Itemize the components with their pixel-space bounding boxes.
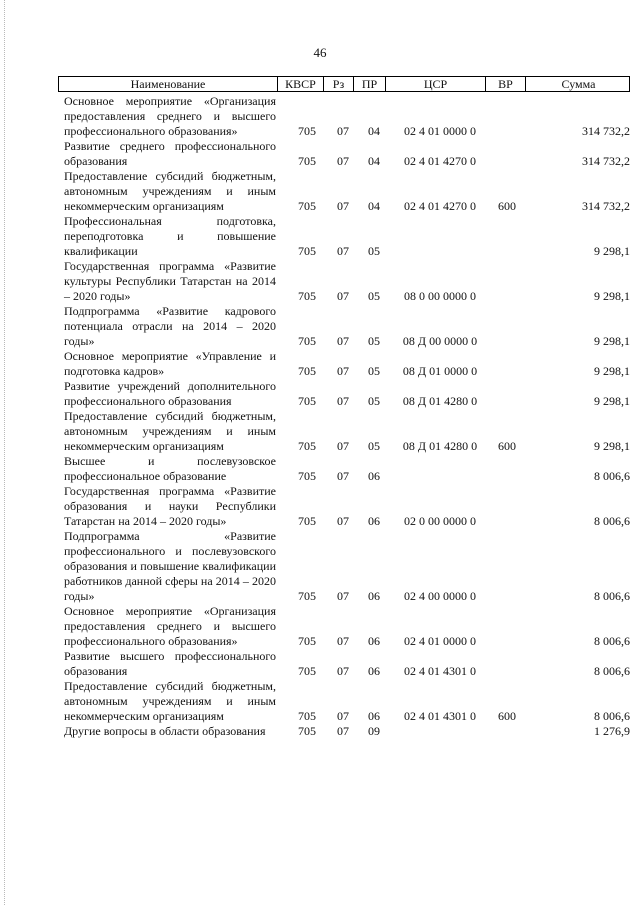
- row-sum: 314 732,2: [582, 154, 630, 168]
- row-name: Подпрограмма «Развитие кадрового потенциала отрасли на 2014 – 2020 годы»: [64, 304, 276, 348]
- row-pr: 06: [368, 664, 380, 678]
- row-rz: 07: [337, 724, 349, 738]
- table-row: [64, 409, 630, 454]
- row-rz: 07: [337, 664, 349, 678]
- row-rz: 07: [337, 364, 349, 378]
- row-name: Основное мероприятие «Управление и подготовка кадров»: [64, 349, 276, 378]
- row-csr: 08 Д 01 4280 0: [402, 394, 478, 408]
- row-csr: 02 0 00 0000 0: [404, 514, 476, 528]
- table-row: [64, 604, 630, 649]
- row-sum: 9 298,1: [594, 439, 630, 453]
- header-sum: Сумма: [561, 77, 596, 91]
- row-kvsr: 705: [298, 469, 316, 483]
- table-row: [64, 454, 630, 484]
- row-name: Развитие учреждений дополнительного профессионального образования: [64, 379, 276, 408]
- row-sum: 9 298,1: [594, 334, 630, 348]
- row-sum: 9 298,1: [594, 244, 630, 258]
- row-name: Предоставление субсидий бюджетным, автономным учреждениям и иным некоммерческим организациям: [64, 169, 276, 213]
- row-rz: 07: [337, 199, 349, 213]
- header-name: Наименование: [59, 77, 278, 91]
- row-rz: 07: [337, 289, 349, 303]
- row-kvsr: 705: [298, 589, 316, 603]
- row-pr: 06: [368, 709, 380, 723]
- row-rz: 07: [337, 394, 349, 408]
- row-kvsr: 705: [298, 154, 316, 168]
- table-row: [64, 724, 630, 739]
- row-csr: 02 4 01 4301 0: [404, 664, 476, 678]
- table-row: [64, 349, 630, 379]
- row-csr: 08 0 00 0000 0: [404, 289, 476, 303]
- row-kvsr: 705: [298, 394, 316, 408]
- row-kvsr: 705: [298, 664, 316, 678]
- table-row: [64, 169, 630, 214]
- row-csr: 08 Д 01 4280 0: [402, 439, 478, 453]
- header-kvsr: КВСР: [278, 77, 324, 91]
- row-rz: 07: [337, 709, 349, 723]
- row-name: Развитие среднего профессионального образования: [64, 139, 276, 168]
- row-rz: 07: [337, 334, 349, 348]
- row-rz: 07: [337, 154, 349, 168]
- table-row: [64, 259, 630, 304]
- row-pr: 05: [368, 244, 380, 258]
- row-csr: 02 4 01 4270 0: [404, 199, 476, 213]
- row-kvsr: 705: [298, 199, 316, 213]
- row-name: Предоставление субсидий бюджетным, автономным учреждениям и иным некоммерческим организациям: [64, 409, 276, 453]
- row-rz: 07: [337, 124, 349, 138]
- table-row: [64, 649, 630, 679]
- row-pr: 09: [368, 724, 380, 738]
- row-rz: 07: [337, 439, 349, 453]
- table-row: [64, 214, 630, 259]
- row-sum: 8 006,6: [594, 589, 630, 603]
- row-rz: 07: [337, 589, 349, 603]
- row-pr: 06: [368, 634, 380, 648]
- row-sum: 8 006,6: [594, 664, 630, 678]
- row-sum: 1 276,9: [594, 724, 630, 738]
- row-rz: 07: [337, 634, 349, 648]
- table-row: [64, 139, 630, 169]
- row-name: Подпрограмма «Развитие профессионального и послевузовского образования и повышение квалификации работников данной сферы на 2014 – 2020 годы»: [64, 529, 276, 603]
- header-rz: Рз: [324, 77, 354, 91]
- row-name: Профессиональная подготовка, переподготовка и повышение квалификации: [64, 214, 276, 258]
- row-sum: 9 298,1: [594, 394, 630, 408]
- table-header: [58, 76, 630, 92]
- header-pr: ПР: [354, 77, 386, 91]
- row-pr: 04: [368, 154, 380, 168]
- page-number: 46: [313, 45, 327, 60]
- header-csr: ЦСР: [386, 77, 486, 91]
- row-name: Высшее и послевузовское профессиональное образование: [64, 454, 276, 483]
- row-sum: 9 298,1: [594, 364, 630, 378]
- budget-table-body: [64, 94, 630, 739]
- row-name: Государственная программа «Развитие культуры Республики Татарстан на 2014 – 2020 годы»: [64, 259, 276, 303]
- row-pr: 04: [368, 199, 380, 213]
- row-name: Развитие высшего профессионального образования: [64, 649, 276, 678]
- row-csr: 02 4 01 4270 0: [404, 154, 476, 168]
- row-kvsr: 705: [298, 439, 316, 453]
- row-pr: 05: [368, 334, 380, 348]
- row-pr: 06: [368, 589, 380, 603]
- row-pr: 04: [368, 124, 380, 138]
- row-pr: 05: [368, 394, 380, 408]
- row-kvsr: 705: [298, 244, 316, 258]
- row-csr: 02 4 01 0000 0: [404, 124, 476, 138]
- row-vr: 600: [498, 709, 516, 723]
- row-kvsr: 705: [298, 334, 316, 348]
- row-name: Другие вопросы в области образования: [64, 724, 266, 738]
- row-kvsr: 705: [298, 514, 316, 528]
- table-row: [64, 529, 630, 604]
- row-rz: 07: [337, 469, 349, 483]
- row-csr: 02 4 01 0000 0: [404, 634, 476, 648]
- table-row: [64, 484, 630, 529]
- row-pr: 05: [368, 439, 380, 453]
- row-sum: 8 006,6: [594, 634, 630, 648]
- page-left-border: [4, 0, 5, 905]
- row-csr: 08 Д 01 0000 0: [402, 364, 478, 378]
- row-sum: 8 006,6: [594, 709, 630, 723]
- row-pr: 05: [368, 364, 380, 378]
- row-kvsr: 705: [298, 364, 316, 378]
- row-pr: 06: [368, 469, 380, 483]
- row-sum: 9 298,1: [594, 289, 630, 303]
- row-sum: 8 006,6: [594, 469, 630, 483]
- header-vr: ВР: [486, 77, 526, 91]
- row-sum: 8 006,6: [594, 514, 630, 528]
- row-rz: 07: [337, 244, 349, 258]
- row-pr: 05: [368, 289, 380, 303]
- row-name: Государственная программа «Развитие образования и науки Республики Татарстан на 2014 – 2020 годы»: [64, 484, 276, 528]
- table-row: [64, 379, 630, 409]
- table-row: [64, 679, 630, 724]
- row-kvsr: 705: [298, 289, 316, 303]
- row-name: Основное мероприятие «Организация предоставления среднего и высшего профессионального образования»: [64, 94, 276, 138]
- row-csr: 02 4 01 4301 0: [404, 709, 476, 723]
- row-name: Предоставление субсидий бюджетным, автономным учреждениям и иным некоммерческим организациям: [64, 679, 276, 723]
- row-name: Основное мероприятие «Организация предоставления среднего и высшего профессионального образования»: [64, 604, 276, 648]
- row-csr: 02 4 00 0000 0: [404, 589, 476, 603]
- table-row: [64, 94, 630, 139]
- row-rz: 07: [337, 514, 349, 528]
- row-kvsr: 705: [298, 634, 316, 648]
- table-row: [64, 304, 630, 349]
- row-pr: 06: [368, 514, 380, 528]
- row-kvsr: 705: [298, 724, 316, 738]
- row-kvsr: 705: [298, 124, 316, 138]
- row-vr: 600: [498, 439, 516, 453]
- row-csr: 08 Д 00 0000 0: [402, 334, 478, 348]
- row-sum: 314 732,2: [582, 199, 630, 213]
- row-kvsr: 705: [298, 709, 316, 723]
- row-vr: 600: [498, 199, 516, 213]
- row-sum: 314 732,2: [582, 124, 630, 138]
